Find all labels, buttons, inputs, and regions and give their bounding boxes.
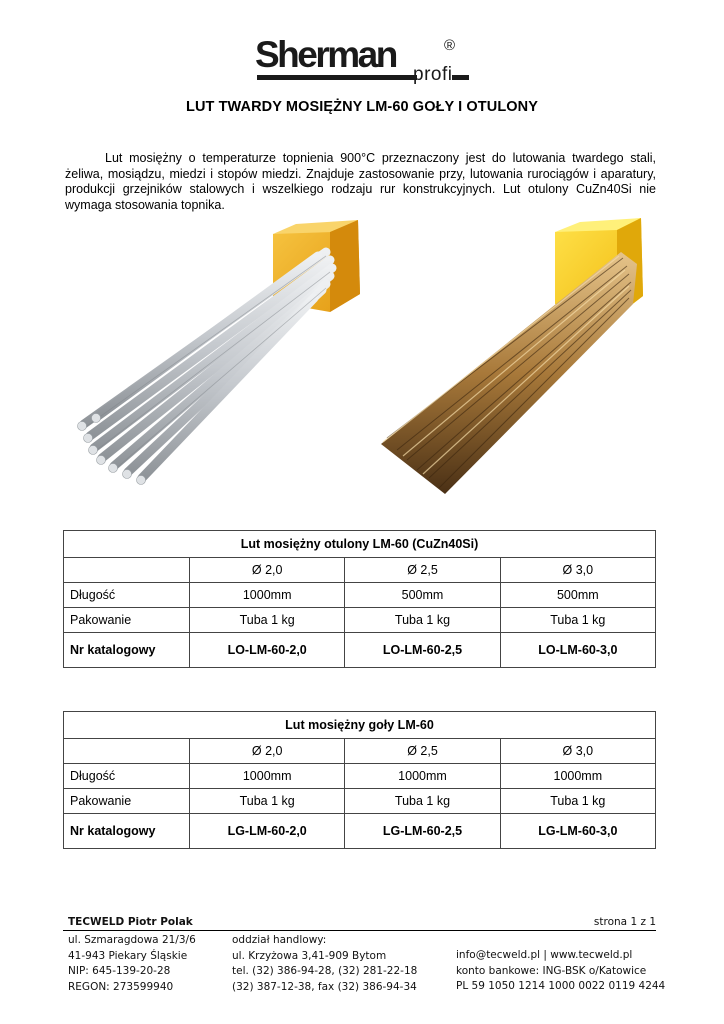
row-label: Długość <box>64 583 190 608</box>
logo-underline <box>257 75 417 80</box>
footer-contact: info@tecweld.pl | www.tecweld.pl konto bankowe: ING-BSK o/Katowice PL 59 1050 1214 1000 0022 0119 4244 <box>456 949 666 992</box>
catalog-number: LO-LM-60-3,0 <box>500 633 655 668</box>
row-label: Nr katalogowy <box>64 814 190 849</box>
bare-spec-table <box>63 711 656 849</box>
table-cell: 1000mm <box>190 764 345 789</box>
table-cell: 1000mm <box>345 764 500 789</box>
footer-address: ul. Szmaragdowa 21/3/6 41-943 Piekary Śląskie NIP: 645-139-20-28 REGON: 273599940 <box>68 934 196 993</box>
diameter-header: Ø 2,5 <box>345 739 500 764</box>
table-cell: 500mm <box>500 583 655 608</box>
table-cell: Tuba 1 kg <box>345 789 500 814</box>
footer-divider <box>63 930 656 931</box>
catalog-number: LO-LM-60-2,5 <box>345 633 500 668</box>
logo-brand: Sherman <box>255 34 396 75</box>
table-row <box>64 583 656 608</box>
table-row <box>64 764 656 789</box>
diameter-header: Ø 2,0 <box>190 739 345 764</box>
table-cell: Tuba 1 kg <box>190 608 345 633</box>
table-cell: 1000mm <box>190 583 345 608</box>
coated-rods-photo <box>375 212 665 502</box>
diameter-header: Ø 3,0 <box>500 739 655 764</box>
row-label: Pakowanie <box>64 789 190 814</box>
logo-dash <box>452 75 469 80</box>
diameter-header: Ø 3,0 <box>500 558 655 583</box>
table-cell: Tuba 1 kg <box>500 789 655 814</box>
logo-sub: profi <box>413 64 453 85</box>
registered-mark: ® <box>444 37 456 54</box>
empty-cell <box>64 739 190 764</box>
footer-company: TECWELD Piotr Polak <box>68 916 193 928</box>
table-row <box>64 789 656 814</box>
catalog-number: LO-LM-60-2,0 <box>190 633 345 668</box>
footer-branch: oddział handlowy: ul. Krzyżowa 3,41-909 Bytom tel. (32) 386-94-28, (32) 281-22-18 (32) 387-12-38, fax (32) 386-94-34 <box>232 934 418 993</box>
page-title: LUT TWARDY MOSIĘŻNY LM-60 GOŁY I OTULONY <box>185 99 539 115</box>
table-cell: 500mm <box>345 583 500 608</box>
table-cell: Tuba 1 kg <box>345 608 500 633</box>
catalog-number: LG-LM-60-2,5 <box>345 814 500 849</box>
table-cell: Tuba 1 kg <box>190 789 345 814</box>
diameter-header: Ø 2,5 <box>345 558 500 583</box>
row-label: Długość <box>64 764 190 789</box>
table-cell: 1000mm <box>500 764 655 789</box>
empty-cell <box>64 558 190 583</box>
product-description: Lut mosiężny o temperaturze topnienia 900°C przeznaczony jest do lutowania twardego stali, żeliwa, mosiądzu, miedzi i stopów miedzi. Znajduje zastosowanie przy, lutowania rurociągów i aparatury, produkcji grzejników stalowych i wszelkiego rodzaju rur konstrukcyjnych. Lut otulony CuZn40Si nie wymaga stosowania topnika. <box>65 151 656 212</box>
bare-rods-photo <box>68 212 368 502</box>
catalog-number: LG-LM-60-3,0 <box>500 814 655 849</box>
coated-spec-table <box>63 530 656 668</box>
sherman-logo <box>255 34 475 84</box>
row-label: Pakowanie <box>64 608 190 633</box>
diameter-header: Ø 2,0 <box>190 558 345 583</box>
row-label: Nr katalogowy <box>64 633 190 668</box>
catalog-number: LG-LM-60-2,0 <box>190 814 345 849</box>
table-title: Lut mosiężny goły LM-60 <box>64 712 656 739</box>
brass-rods <box>381 252 637 494</box>
table-cell: Tuba 1 kg <box>500 608 655 633</box>
catalog-row <box>64 814 656 849</box>
table-row <box>64 608 656 633</box>
silver-rods <box>78 252 333 485</box>
table-title: Lut mosiężny otulony LM-60 (CuZn40Si) <box>64 531 656 558</box>
catalog-row <box>64 633 656 668</box>
page-number: strona 1 z 1 <box>593 916 656 928</box>
